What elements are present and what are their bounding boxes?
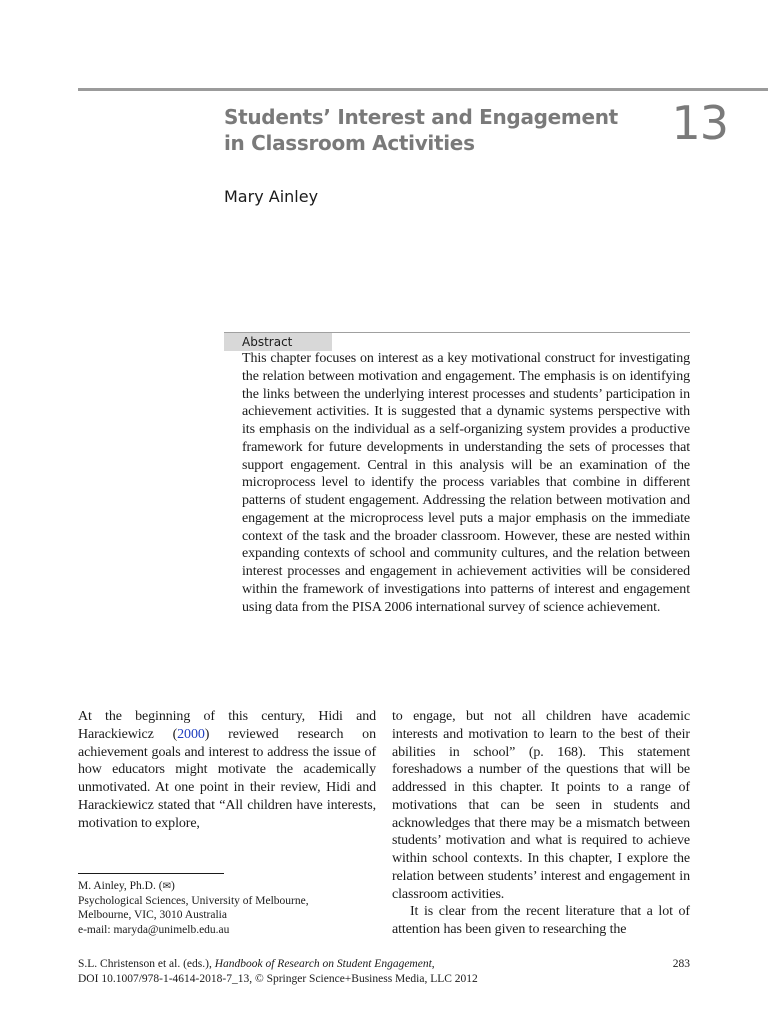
footer-doi-line: DOI 10.1007/978-1-4614-2018-7_13, © Springer Science+Business Media, LLC 2012	[78, 973, 478, 985]
footnote-name: M. Ainley, Ph.D. (	[78, 880, 163, 892]
footnote-email: e-mail: maryda@unimelb.edu.au	[78, 923, 230, 936]
abstract-text: This chapter focuses on interest as a key motivational construct for investigating the relation between motivation and engagement. The emphasis is on identifying the links between the underlying interest processes and students’ participation in achievement activities. It is suggested that a dynamic systems perspective with its emphasis on the individual as a self-organizing system provides a productive framework for future developments in understanding the sets of processes that support engagement. Central in this analysis will be an examination of the microprocess level to identify the process variables that combine in different patterns of student engagement. Addressing the relation between motivation and engagement at the microprocess level puts a major emphasis on the immediate context of the task and the broader classroom. However, these are nested within expanding contexts of school and community cultures, and the relation between interest processes and engagement in achievement activities will be considered within the framework of investigations into patterns of interest and engagement using data from the PISA 2006 international survey of science achievement.	[242, 351, 690, 615]
top-rule	[78, 88, 768, 91]
footnote-affiliation: Psychological Sciences, University of Melbourne,	[78, 895, 309, 908]
page-number: 283	[672, 958, 690, 970]
chapter-number: 13	[671, 96, 728, 150]
right-paragraph-1: to engage, but not all children have academic interests and motivation to learn to the best of their abilities in school” (p. 168). This statement foreshadows a number of the questions that will be addressed in this chapter. It points to a range of motivations that can be seen in students and acknowledges that there may be a mismatch between students’ motivation and what is required to achieve within school contexts. In this chapter, I explore the relation between students’ interest and engagement in classroom activities.	[392, 709, 690, 902]
body-column-left	[78, 708, 376, 832]
footnote-name-line	[78, 879, 378, 894]
footnote-address: Melbourne, VIC, 3010 Australia	[78, 909, 227, 922]
chapter-title-line-1: Students’ Interest and Engagement	[224, 105, 618, 129]
body-column-right	[392, 708, 690, 939]
chapter-title-line-2: in Classroom Activities	[224, 131, 475, 155]
left-text-start: At the beginning of this century, Hidi and Harackiewicz (	[78, 709, 376, 742]
chapter-title	[224, 104, 644, 156]
footnote-name-close: )	[170, 880, 175, 892]
footnote-rule	[78, 873, 224, 874]
left-text-end: ) reviewed research on achievement goals and interest to address the issue of how educators might motivate the academically unmotivated. At one point in their review, Hidi and Harackiewicz stated that “All children have interests, motivation to explore,	[78, 726, 376, 831]
author-footnote	[78, 879, 378, 937]
footer-book-title: Handbook of Research on Student Engagement	[214, 958, 432, 970]
citation-link-2000[interactable]: 2000	[177, 726, 205, 742]
page-footer	[78, 957, 690, 987]
footer-editors: S.L. Christenson et al. (eds.),	[78, 958, 215, 970]
author-name: Mary Ainley	[224, 187, 319, 206]
right-paragraph-2: It is clear from the recent literature that a lot of attention has been given to researching the	[392, 904, 690, 937]
abstract-label: Abstract	[224, 333, 332, 351]
footer-citation-line	[78, 957, 690, 972]
footer-comma: ,	[431, 958, 435, 970]
mail-icon: ✉	[162, 881, 171, 892]
